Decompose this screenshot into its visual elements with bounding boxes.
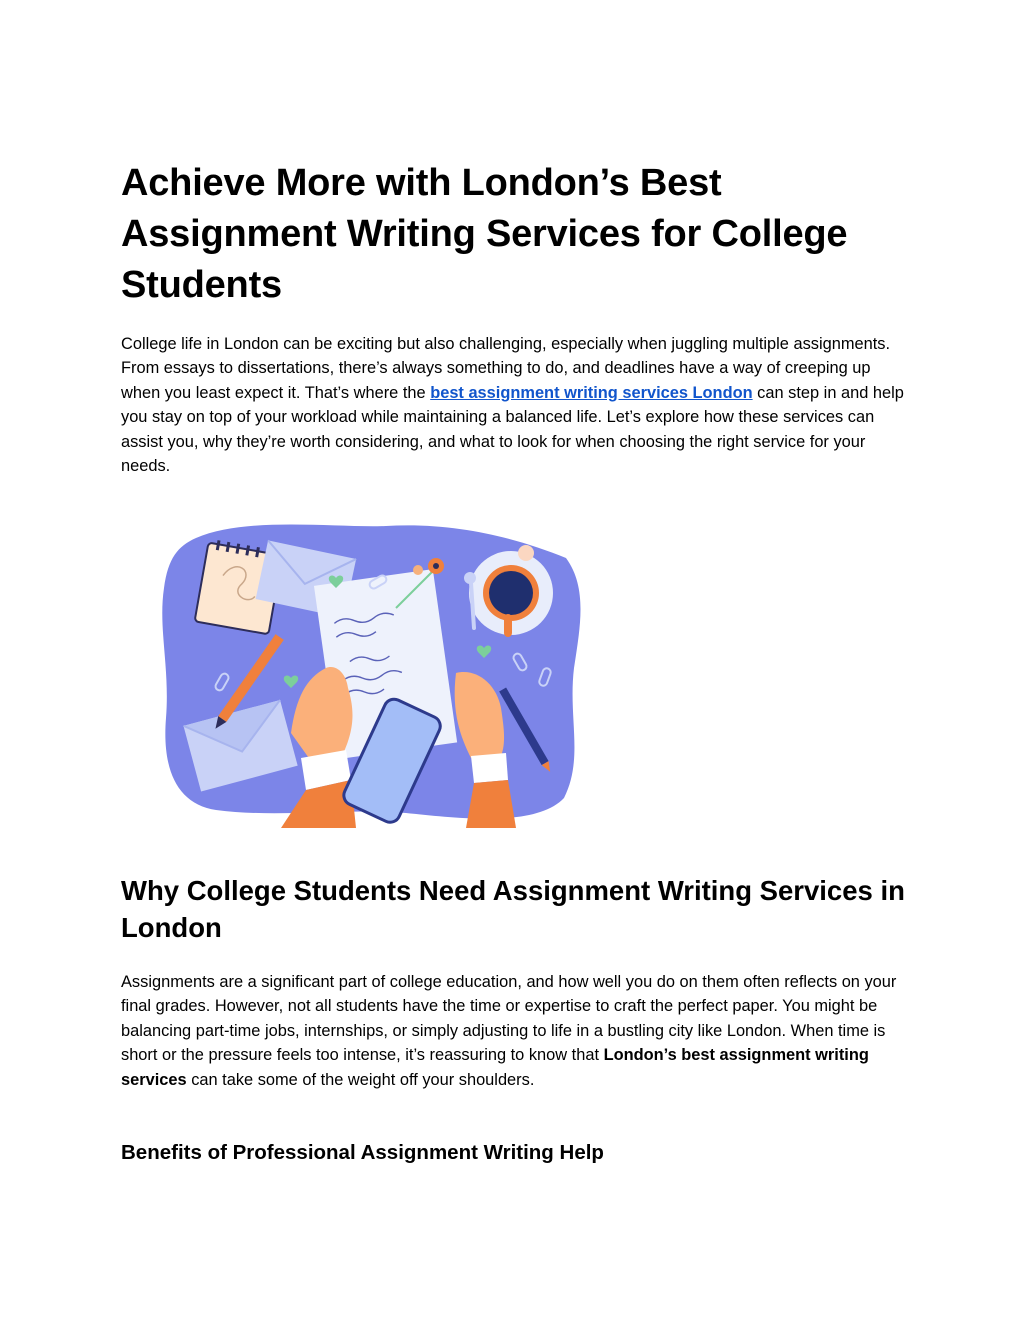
- desk-writing-illustration: [156, 518, 586, 828]
- section-bold-text: London’s best assignment writing services: [121, 1046, 869, 1089]
- intro-text-end: can step in and help you stay on top of your workload while maintaining a balanced life. Let’s explore how these services can assist you, why they’re worth considering, and what to look for when choosing the right service for your needs.: [121, 383, 904, 476]
- section-heading: Why College Students Need Assignment Writing Services in London: [121, 875, 905, 943]
- intro-paragraph: [121, 332, 911, 478]
- best-services-link[interactable]: best assignment writing services London: [430, 383, 753, 402]
- intro-text-start: College life in London can be exciting but also challenging, especially when juggling multiple assignments. From essays to dissertations, there’s always something to do, and deadlines have a way of creeping up when you least expect it. That’s where the: [121, 335, 891, 402]
- benefits-subheading: Benefits of Professional Assignment Writing Help: [121, 1141, 604, 1164]
- article-title: Achieve More with London’s Best Assignment Writing Services for College Students: [121, 162, 848, 306]
- section-paragraph: [121, 970, 911, 1092]
- section-text-end: can take some of the weight off your shoulders.: [186, 1070, 535, 1089]
- section-text-start: Assignments are a significant part of college education, and how well you do on them often reflects on your final grades. However, not all students have the time or expertise to craft the perfect paper. You might be balancing part-time jobs, internships, or simply adjusting to life in a bustling city like London. When time is short or the pressure feels too intense, it’s reassuring to know that: [121, 973, 897, 1065]
